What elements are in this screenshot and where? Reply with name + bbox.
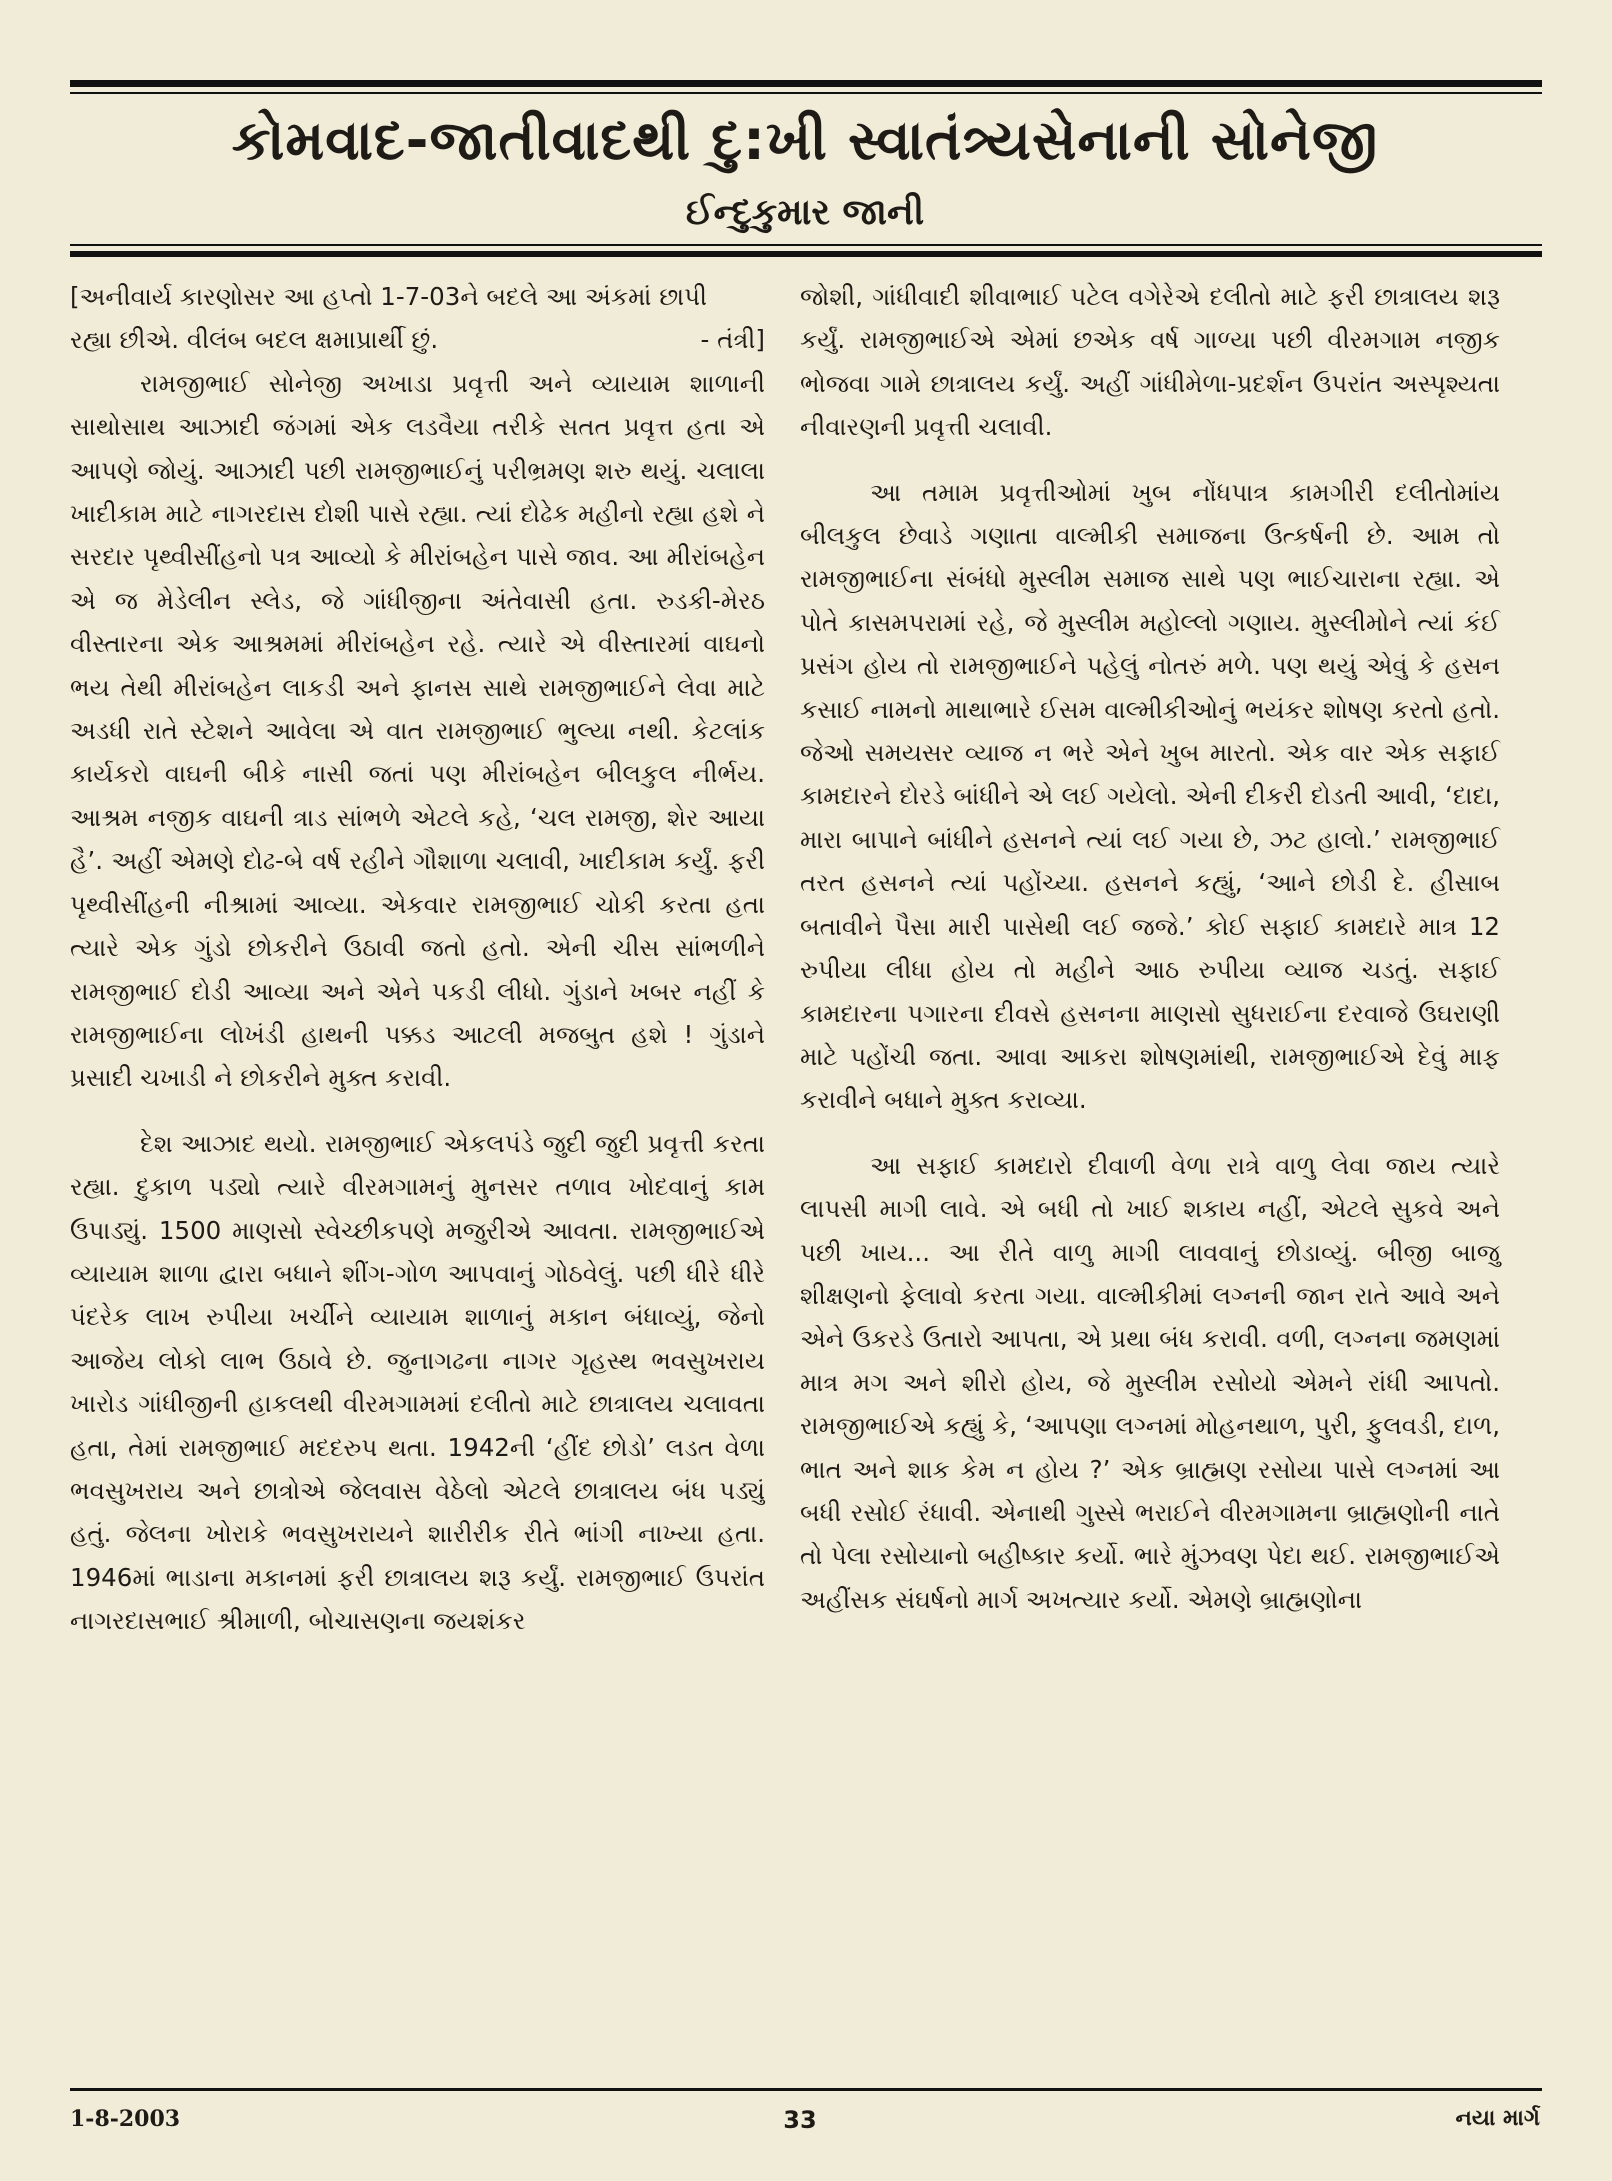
article-title: કોમવાદ-જાતીવાદથી દુ:ખી સ્વાતંત્ર્યસેનાની સોનેજી [231,108,1379,172]
editor-note-line-1: [અનીવાર્ય કારણોસર આ હપ્તો 1-7-03ને બદલે આ અંકમાં છાપી [70,282,708,311]
footer-date: 1-8-2003 [70,2106,181,2132]
top-rule-thick [70,80,1542,87]
footer-publication: નયા માર્ગ [1455,2106,1540,2131]
paragraph: આ સફાઈ કામદારો દીવાળી વેળા રાત્રે વાળુ લેવા જાય ત્યારે લાપસી માગી લાવે. એ બધી તો ખાઈ શકાય નહીં, એટલે સુકવે અને પછી ખાય... આ રીતે વાળુ માગી લાવવાનું છોડાવ્યું. બીજી બાજુ શીક્ષણનો ફેલાવો કરતા ગયા. વાલ્મીકીમાં લગ્નની જાન રાતે આવે અને એને ઉકરડે ઉતારો આપતા, એ પ્રથા બંધ કરાવી. વળી, લગ્નના જમણમાં માત્ર મગ અને શીરો હોય, જે મુસ્લીમ રસોયો એમને રાંધી આપતો. રામજીભાઈએ કહ્યું કે, ‘આપણા લગ્નમાં મોહનથાળ, પુરી, ફુલવડી, દાળ, ભાત અને શાક કેમ ન હોય ?’ એક બ્રાહ્મણ રસોયા પાસે લગ્નમાં આ બધી રસોઈ રંધાવી. એનાથી ગુસ્સે ભરાઈને વીરમગામના બ્રાહ્મણોની નાતે તો પેલા રસોયાનો બહીષ્કાર કર્યો. ભારે મુંઝવણ પેદા થઈ. રામજીભાઈએ અહીંસક સંઘર્ષનો માર્ગ અખત્યાર કર્યો. એમણે બ્રાહ્મણોના [800,1150,1500,1614]
footer-rule [70,2088,1542,2091]
editor-note-text: રહ્યા છીએ. વીલંબ બદલ ક્ષમાપ્રાર્થી છું. [70,325,439,355]
paragraph: રામજીભાઈ સોનેજી અખાડા પ્રવૃત્તી અને વ્યાયામ શાળાની સાથોસાથ આઝાદી જંગમાં એક લડવૈયા તરીકે સતત પ્રવૃત્ત હતા એ આપણે જોયું. આઝાદી પછી રામજીભાઈનું પરીભ્રમણ શરુ થયું. ચલાલા ખાદીકામ માટે નાગરદાસ દોશી પાસે રહ્યા. ત્યાં દોઢેક મહીનો રહ્યા હશે ને સરદાર પૃથ્વીસીંહનો પત્ર આવ્યો કે મીરાંબહેન પાસે જાવ. આ મીરાંબહેન એ જ મેડેલીન સ્લેડ, જે ગાંધીજીના અંતેવાસી હતા. રુડકી-મેરઠ વીસ્તારના એક આશ્રમમાં મીરાંબહેન રહે. ત્યારે એ વીસ્તારમાં વાઘનો ભય તેથી મીરાંબહેન લાકડી અને ફાનસ સાથે રામજીભાઈને લેવા માટે અડધી રાતે સ્ટેશને આવેલા એ વાત રામજીભાઈ ભુલ્યા નથી. કેટલાંક કાર્યકરો વાઘની બીકે નાસી જતાં પણ મીરાંબહેન બીલકુલ નીર્ભય. આશ્રમ નજીક વાઘની ત્રાડ સાંભળે એટલે કહે, ‘ચલ રામજી, શેર આયા હૈ’. અહીં એમણે દોઢ-બે વર્ષ રહીને ગૌશાળા ચલાવી, ખાદીકામ કર્યું. ફરી પૃથ્વીસીંહની નીશ્રામાં આવ્યા. એકવાર રામજીભાઈ ચોકી કરતા હતા ત્યારે એક ગુંડો છોકરીને ઉઠાવી જતો હતો. એની ચીસ સાંભળીને રામજીભાઈ દોડી આવ્યા અને એને પકડી લીધો. ગુંડાને ખબર નહીં કે રામજીભાઈના લોખંડી હાથની પક્કડ આટલી મજબુત હશે ! ગુંડાને પ્રસાદી ચખાડી ને છોકરીને મુક્ત કરાવી. [70,368,765,1093]
paragraph: દેશ આઝાદ થયો. રામજીભાઈ એકલપંડે જુદી જુદી પ્રવૃત્તી કરતા રહ્યા. દુકાળ પડ્યો ત્યારે વીરમગામનું મુનસર તળાવ ખોદવાનું કામ ઉપાડ્યું. 1500 માણસો સ્વેચ્છીકપણે મજુરીએ આવતા. રામજીભાઈએ વ્યાયામ શાળા દ્વારા બધાને શીંગ-ગોળ આપવાનું ગોઠવેલું. પછી ધીરે ધીરે પંદરેક લાખ રુપીયા ખર્ચીને વ્યાયામ શાળાનું મકાન બંધાવ્યું, જેનો આજેય લોકો લાભ ઉઠાવે છે. જુનાગઢના નાગર ગૃહસ્થ ભવસુખરાય ખારોડ ગાંધીજીની હાકલથી વીરમગામમાં દલીતો માટે છાત્રાલય ચલાવતા હતા, તેમાં રામજીભાઈ મદદરુપ થતા. 1942ની ‘હીંદ છોડો’ લડત વેળા ભવસુખરાય અને છાત્રોએ જેલવાસ વેઠેલો એટલે છાત્રાલય બંધ પડ્યું હતું. જેલના ખોરાકે ભવસુખરાયને શારીરીક રીતે ભાંગી નાખ્યા હતા. 1946માં ભાડાના મકાનમાં ફરી છાત્રાલય શરૂ કર્યું. રામજીભાઈ ઉપરાંત નાગરદાસભાઈ શ્રીમાળી, બોચાસણના જયશંકર [70,1128,765,1636]
paragraph: જોશી, ગાંધીવાદી શીવાભાઈ પટેલ વગેરેએ દલીતો માટે ફરી છાત્રાલય શરૂ કર્યું. રામજીભાઈએ એમાં છએક વર્ષ ગાળ્યા પછી વીરમગામ નજીક ભોજવા ગામે છાત્રાલય કર્યું. અહીં ગાંધીમેળા-પ્રદર્શન ઉપરાંત અસ્પૃશ્યતા નીવારણની પ્રવૃત્તી ચલાવી. [800,282,1500,442]
article-author: ઈન્દુકુમાર જાની [685,192,925,233]
header-rule-thick [70,251,1542,257]
footer-page-number: 33 [783,2106,817,2134]
right-column [800,275,1500,1621]
editor-signature: - તંત્રી] [700,325,765,355]
paragraph: આ તમામ પ્રવૃત્તીઓમાં ખુબ નોંધપાત્ર કામગીરી દલીતોમાંય બીલકુલ છેવાડે ગણાતા વાલ્મીકી સમાજના ઉત્કર્ષની છે. આમ તો રામજીભાઈના સંબંધો મુસ્લીમ સમાજ સાથે પણ ભાઈચારાના રહ્યા. એ પોતે કાસમપરામાં રહે, જે મુસ્લીમ મહોલ્લો ગણાય. મુસ્લીમોને ત્યાં કંઈ પ્રસંગ હોય તો રામજીભાઈને પહેલું નોતરું મળે. પણ થયું એવું કે હસન કસાઈ નામનો માથાભારે ઈસમ વાલ્મીકીઓનું ભયંકર શોષણ કરતો હતો. જેઓ સમયસર વ્યાજ ન ભરે એને ખુબ મારતો. એક વાર એક સફાઈ કામદારને દોરડે બાંધીને એ લઈ ગયેલો. એની દીકરી દોડતી આવી, ‘દાદા, મારા બાપાને બાંધીને હસનને ત્યાં લઈ ગયા છે, ઝટ હાલો.’ રામજીભાઈ તરત હસનને ત્યાં પહોંચ્યા. હસનને કહ્યું, ‘આને છોડી દે. હીસાબ બતાવીને પૈસા મારી પાસેથી લઈ જજે.’ કોઈ સફાઈ કામદારે માત્ર 12 રુપીયા લીધા હોય તો મહીને આઠ રુપીયા વ્યાજ ચડતું. સફાઈ કામદારના પગારના દીવસે હસનના માણસો સુધરાઈના દરવાજે ઉઘરાણી માટે પહોંચી જતા. આવા આકરા શોષણમાંથી, રામજીભાઈએ દેવું માફ કરાવીને બધાને મુક્ત કરાવ્યા. [800,477,1500,1115]
paragraph-gap [70,1100,765,1122]
header-rule-thin [70,244,1542,246]
paragraph-gap [800,1122,1500,1144]
editor-note [70,275,765,362]
editor-note-line-2 [70,318,765,361]
left-column [70,275,765,1643]
paragraph-gap [800,449,1500,471]
top-rule-thin [70,92,1542,94]
